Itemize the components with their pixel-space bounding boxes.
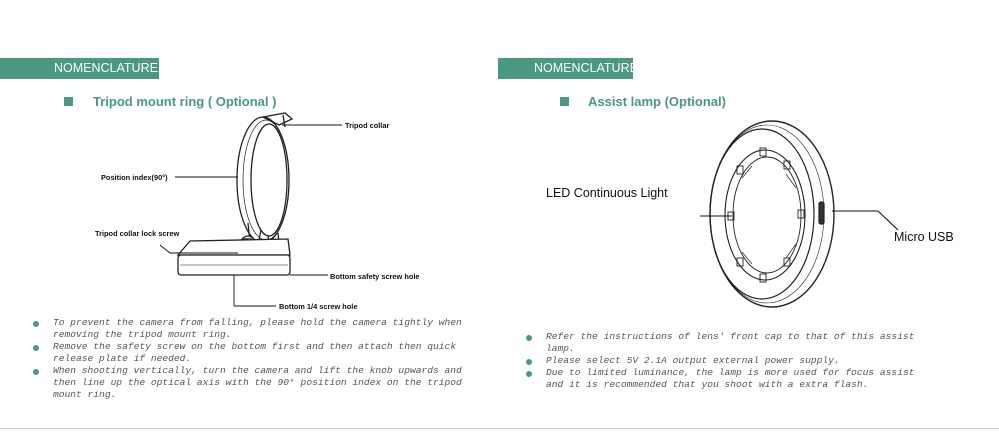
right-bullet-text: Due to limited luminance, the lamp is more used for focus assist and it is recommended that you shoot with a extra flash. [546,367,915,390]
right-bullet-item [526,331,926,355]
left-section-title: Tripod mount ring ( Optional ) [93,94,277,109]
assist-lamp-illustration [700,118,960,318]
left-bullet-item [33,317,481,341]
right-banner-text: NOMENCLATURE [534,61,638,75]
tripod-ring-illustration [80,105,500,335]
right-bullet-text: Refer the instructions of lens' front cap to that of this assist lamp. [546,331,915,354]
left-bullet-list [33,317,481,401]
left-section-square-icon [64,97,73,106]
page-bottom-line [0,428,999,429]
left-bullet-text: When shooting vertically, turn the camera and lift the knob upwards and then line up the optical axis with the 90° position index on the tripod mount ring. [53,365,462,400]
bullet-dot-icon [33,345,39,351]
label-led-light: LED Continuous Light [546,186,668,200]
left-bullet-text: To prevent the camera from falling, please hold the camera tightly when removing the tripod mount ring. [53,317,462,340]
label-tripod-collar: Tripod collar [345,121,390,130]
label-lock-screw: Tripod collar lock screw [95,229,180,238]
left-bullet-item [33,341,481,365]
bullet-dot-icon [526,359,532,365]
left-banner-text: NOMENCLATURE [54,61,158,75]
label-position-index: Position index(90°) [101,173,168,182]
right-bullet-text: Please select 5V 2.1A output external power supply. [546,355,840,366]
right-section-title: Assist lamp (Optional) [588,94,726,109]
left-bullet-item [33,365,481,401]
right-section-square-icon [560,97,569,106]
left-bullet-text: Remove the safety screw on the bottom first and then attach then quick release plate if needed. [53,341,457,364]
left-banner [0,58,159,79]
right-banner [498,58,638,79]
bullet-dot-icon [33,369,39,375]
bullet-dot-icon [526,335,532,341]
bullet-dot-icon [33,321,39,327]
right-bullet-list [526,331,926,391]
right-bullet-item [526,367,926,391]
label-micro-usb: Micro USB [894,230,954,244]
label-bottom-safety: Bottom safety screw hole [330,272,420,281]
bullet-dot-icon [526,371,532,377]
right-bullet-item [526,355,926,367]
label-bottom-quarter: Bottom 1/4 screw hole [279,302,358,311]
